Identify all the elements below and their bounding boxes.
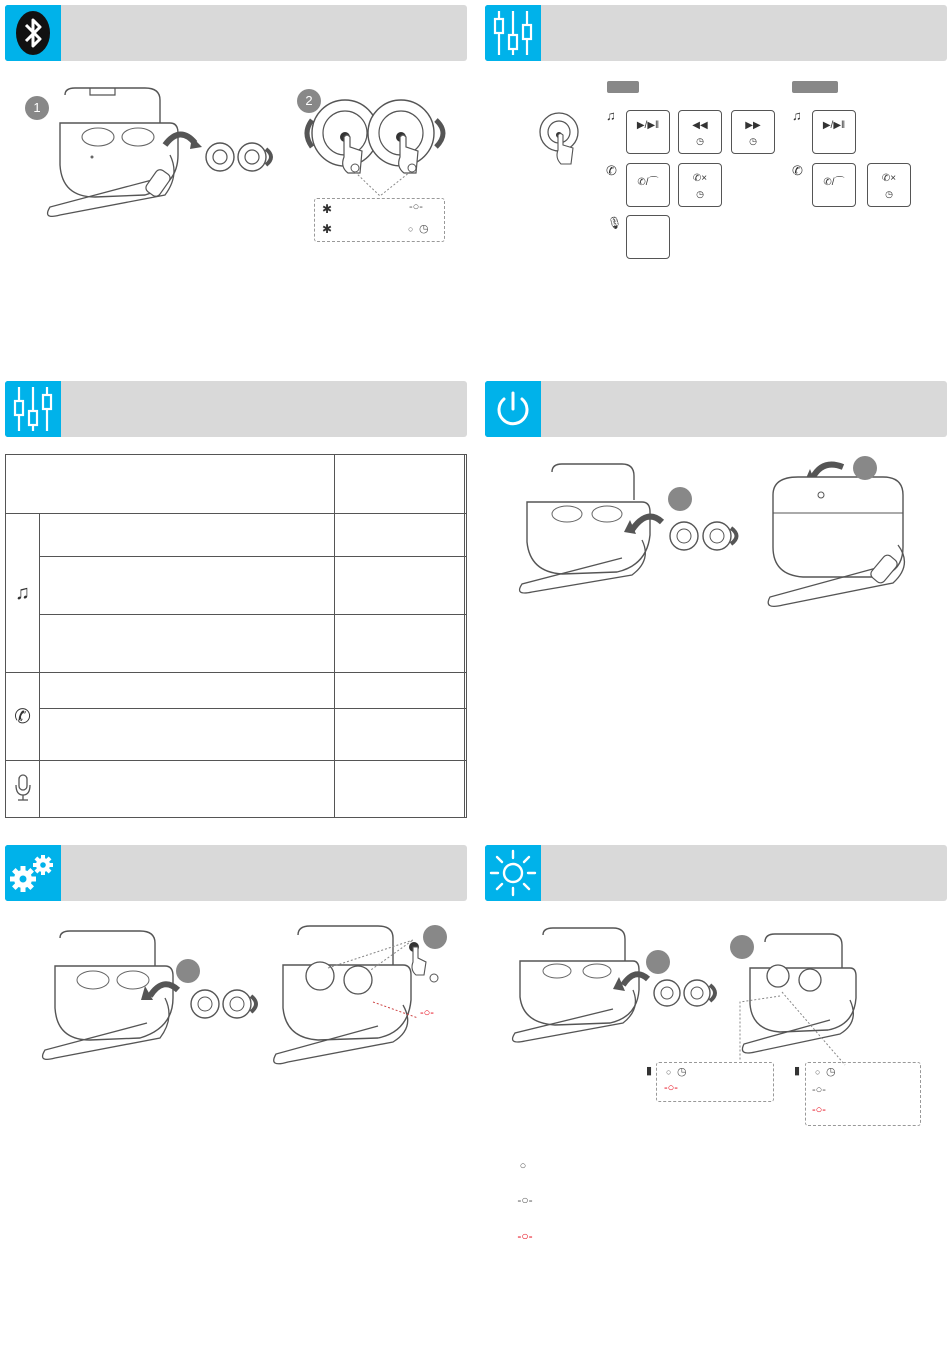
reject-call-button: ✆× ◷ [867,163,911,207]
phone-icon: ✆ [606,163,617,178]
table-row [465,514,467,557]
table-header-cell [335,455,465,514]
clock-icon: ◷ [419,223,429,235]
table-row [335,514,465,557]
mode-a-badge [607,81,639,93]
equalizer-icon [485,5,541,61]
table-row [465,761,467,818]
led-white-flash-icon: -○- [409,201,423,213]
table-row [335,615,465,673]
battery-icon: ▮ [794,1065,801,1077]
led-off-icon: ○ [408,224,414,234]
mic-group-cell [6,761,40,818]
music-group-cell [6,514,40,673]
clock-icon: ◷ [826,1066,836,1078]
play-pause-button: ▶/▶‖ [812,110,856,154]
phone-icon: ✆ [792,163,803,178]
led-off-icon: ○ [666,1067,672,1077]
charging-case-open-illustration [15,928,275,1078]
table-row [40,615,335,673]
play-pause-button: ▶/▶‖ [626,110,670,154]
power-step1-badge [668,487,692,511]
led-header [485,845,947,901]
led-red-flash-icon: -○- [517,1229,533,1243]
controls-table [5,454,467,818]
clock-icon: ◷ [677,1066,687,1078]
legend-led-red-flash [513,1229,537,1243]
bluetooth-icon: ✱ [322,222,333,236]
led-off-icon: ○ [519,1160,527,1172]
table-row [40,514,335,557]
gear-icon [5,845,61,901]
phone-group-cell [6,673,40,761]
table-row [40,709,335,761]
table-header-cell [465,455,467,514]
callout-lines [340,170,430,200]
table-row [465,557,467,615]
led-off-icon: ○ [815,1067,821,1077]
sun-icon [485,845,541,901]
table-row [465,615,467,673]
pairing-header [5,5,467,61]
table-row [40,673,335,709]
table-row [335,673,465,709]
charging-case-closed-illustration [758,455,918,620]
equalizer-icon [5,381,61,437]
led-white-flash-icon: -○- [812,1084,826,1096]
power-icon [485,381,541,437]
reject-call-button: ✆× ◷ [678,163,722,207]
battery-icon: ▮ [646,1065,653,1077]
previous-track-button: ◀◀ ◷ [678,110,722,154]
next-track-button: ▶▶ ◷ [731,110,775,154]
led-white-flash-icon: -○- [517,1193,533,1207]
music-icon: ♫ [15,581,30,604]
table-row [40,557,335,615]
power-step2-badge [853,456,877,480]
reset-step1-badge [176,959,200,983]
pairing-led-callout [314,198,445,242]
pairing-step1-badge: 1 [25,96,49,120]
phone-icon: ✆ [14,706,31,728]
earbud-tap-illustration [537,110,587,170]
music-icon: ♫ [792,108,802,123]
bluetooth-icon: ✱ [322,202,333,216]
mode-b-badge [792,81,838,93]
table-row [40,761,335,818]
legend-led-white-flash [513,1193,537,1207]
charging-case-open-illustration [505,925,730,1055]
controls-table-header [5,381,467,437]
mic-icon [13,773,33,803]
mic-icon: 🎙 [607,216,623,230]
table-row [465,673,467,709]
led-red-flash-icon: -○- [664,1082,678,1094]
answer-end-call-button: ✆/⌒ [626,163,670,207]
pairing-step2-badge: 2 [297,89,321,113]
voice-assistant-button [626,215,670,259]
led-step2-badge [730,935,754,959]
table-header-cell [6,455,335,514]
reset-header [5,845,467,901]
table-row [465,709,467,761]
table-row [335,761,465,818]
controls-header [485,5,947,61]
led-red-flash-icon: -○- [812,1104,826,1116]
music-icon: ♫ [606,108,616,123]
bluetooth-icon [5,5,61,61]
table-row [335,557,465,615]
answer-end-call-button: ✆/⌒ [812,163,856,207]
legend-led-off [513,1158,533,1172]
led-step1-badge [646,950,670,974]
led-red-flash-icon: -○- [420,1007,434,1019]
charging-case-open-illustration [20,85,280,235]
power-header [485,381,947,437]
charging-case-open-illustration [512,460,772,600]
reset-step2-badge [423,925,447,949]
table-row [335,709,465,761]
